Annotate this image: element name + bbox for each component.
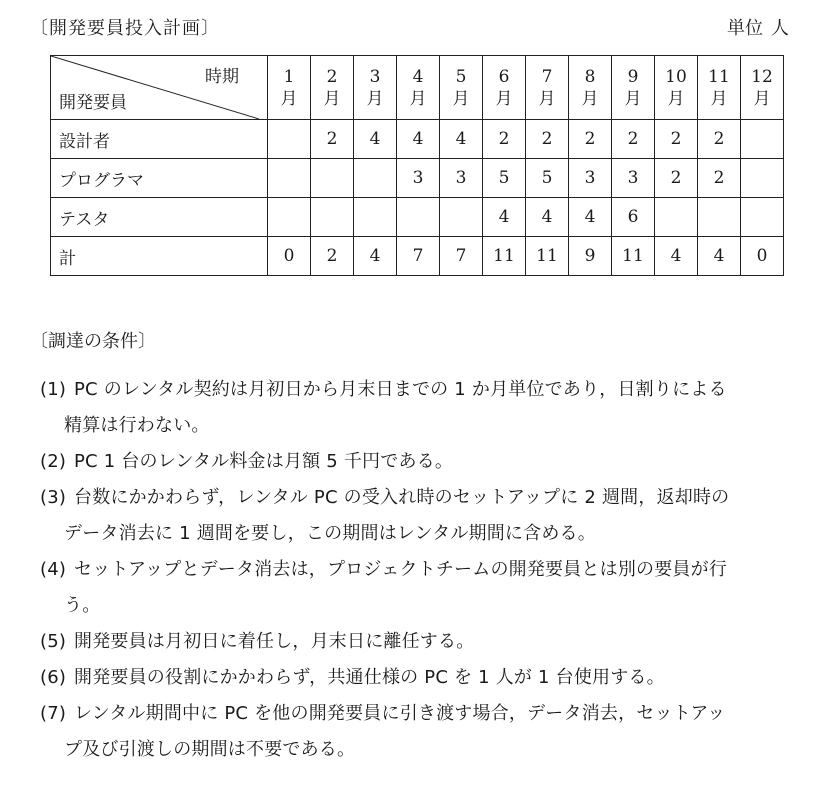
condition-item (40, 480, 810, 552)
condition-number: (1) (40, 379, 67, 400)
table-cell: 3 (440, 159, 483, 198)
condition-line: う。 (64, 595, 101, 616)
condition-item (40, 624, 810, 660)
table-cell: 9 (569, 237, 612, 276)
condition-line: プ及び引渡しの期間は不要である。 (64, 739, 356, 760)
row-label: 計 (51, 237, 268, 276)
month-num: 6 (498, 66, 510, 87)
month-unit: 月 (710, 88, 728, 109)
table-cell: 4 (655, 237, 698, 276)
condition-number: (3) (40, 487, 67, 508)
table-cell: 4 (440, 120, 483, 159)
table-cell: 4 (526, 198, 569, 237)
condition-text (40, 480, 810, 552)
condition-text (40, 696, 810, 768)
month-unit: 月 (624, 88, 642, 109)
condition-text (40, 444, 810, 480)
row-label: テスタ (51, 198, 268, 237)
table-cell (268, 198, 311, 237)
table-cell: 2 (655, 120, 698, 159)
condition-line: レンタル期間中に PC を他の開発要員に引き渡す場合，データ消去，セットアッ (74, 703, 726, 724)
condition-item (40, 444, 810, 480)
month-header (440, 56, 483, 120)
unit-label (727, 14, 789, 40)
table-cell: 0 (268, 237, 311, 276)
month-num: 11 (708, 66, 730, 87)
corner-period-label: 時期 (205, 67, 239, 87)
table-cell (655, 198, 698, 237)
condition-line: 精算は行わない。 (64, 415, 210, 436)
table-cell: 5 (483, 159, 526, 198)
table-cell: 11 (612, 237, 655, 276)
month-num: 5 (455, 66, 467, 87)
conditions-heading: 〔調達の条件〕 (30, 331, 156, 352)
table-row-total (51, 237, 784, 276)
month-unit: 月 (409, 88, 427, 109)
condition-line: セットアップとデータ消去は，プロジェクトチームの開発要員とは別の要員が行 (74, 559, 728, 580)
table-cell: 2 (311, 120, 354, 159)
month-num: 3 (369, 66, 381, 87)
month-header (483, 56, 526, 120)
condition-line: 開発要員の役割にかかわらず，共通仕様の PC を 1 人が 1 台使用する。 (74, 667, 665, 688)
month-unit: 月 (452, 88, 470, 109)
table-cell (698, 198, 741, 237)
month-unit: 月 (280, 88, 298, 109)
table-cell: 4 (569, 198, 612, 237)
table-cell (397, 198, 440, 237)
table-cell: 4 (354, 237, 397, 276)
unit-label-value: 人 (771, 18, 789, 39)
table-cell: 2 (698, 120, 741, 159)
table-cell: 2 (483, 120, 526, 159)
month-header (526, 56, 569, 120)
table-cell: 6 (612, 198, 655, 237)
table-cell: 4 (698, 237, 741, 276)
month-num: 7 (541, 66, 553, 87)
table-cell: 2 (569, 120, 612, 159)
month-num: 10 (665, 66, 687, 87)
table-header-row (51, 56, 784, 120)
table-cell: 3 (612, 159, 655, 198)
month-unit: 月 (495, 88, 513, 109)
month-header (655, 56, 698, 120)
condition-number: (7) (40, 703, 67, 724)
table-cell: 2 (698, 159, 741, 198)
condition-line: 開発要員は月初日に着任し，月末日に離任する。 (74, 631, 475, 652)
table-cell: 4 (397, 120, 440, 159)
month-num: 4 (412, 66, 424, 87)
condition-line: PC のレンタル契約は月初日から月末日までの 1 か月単位であり，日割りによる (74, 379, 727, 400)
table-cell: 2 (311, 237, 354, 276)
condition-item (40, 696, 810, 768)
condition-text (40, 552, 810, 624)
table-cell (268, 120, 311, 159)
corner-cell (51, 56, 268, 120)
month-unit: 月 (538, 88, 556, 109)
condition-line: データ消去に 1 週間を要し，この期間はレンタル期間に含める。 (64, 523, 596, 544)
month-header (354, 56, 397, 120)
condition-line: PC 1 台のレンタル料金は月額 5 千円である。 (74, 451, 454, 472)
condition-number: (5) (40, 631, 67, 652)
condition-text (40, 372, 810, 444)
table-cell: 7 (440, 237, 483, 276)
month-header (698, 56, 741, 120)
month-header (741, 56, 784, 120)
table-cell: 7 (397, 237, 440, 276)
table-cell: 2 (655, 159, 698, 198)
table-cell: 3 (569, 159, 612, 198)
condition-text (40, 624, 810, 660)
month-unit: 月 (753, 88, 771, 109)
month-num: 12 (751, 66, 773, 87)
table-cell (741, 120, 784, 159)
month-num: 9 (627, 66, 639, 87)
table-row (51, 198, 784, 237)
table-cell (440, 198, 483, 237)
month-header (569, 56, 612, 120)
table-row (51, 159, 784, 198)
table-cell: 2 (526, 120, 569, 159)
plan-heading: 〔開発要員投入計画〕 (30, 18, 220, 39)
condition-number: (2) (40, 451, 67, 472)
table-cell: 4 (354, 120, 397, 159)
table-cell: 2 (612, 120, 655, 159)
month-header (612, 56, 655, 120)
unit-label-text: 単位 (727, 18, 763, 39)
month-unit: 月 (667, 88, 685, 109)
month-unit: 月 (581, 88, 599, 109)
table-cell (354, 159, 397, 198)
month-unit: 月 (366, 88, 384, 109)
condition-text (40, 660, 810, 696)
month-num: 8 (584, 66, 596, 87)
table-cell (741, 159, 784, 198)
table-cell (354, 198, 397, 237)
table-cell (311, 159, 354, 198)
condition-line: 台数にかかわらず，レンタル PC の受入れ時のセットアップに 2 週間，返却時の (74, 487, 730, 508)
month-num: 2 (326, 66, 338, 87)
conditions-list (40, 372, 810, 768)
month-unit: 月 (323, 88, 341, 109)
table-cell (741, 198, 784, 237)
table-cell: 0 (741, 237, 784, 276)
table-cell: 11 (526, 237, 569, 276)
month-header (311, 56, 354, 120)
condition-item (40, 552, 810, 624)
month-num: 1 (283, 66, 295, 87)
month-header (268, 56, 311, 120)
table-cell: 11 (483, 237, 526, 276)
table-cell (311, 198, 354, 237)
table-cell: 5 (526, 159, 569, 198)
condition-number: (4) (40, 559, 67, 580)
condition-item (40, 372, 810, 444)
row-label: プログラマ (51, 159, 268, 198)
table-row (51, 120, 784, 159)
month-header (397, 56, 440, 120)
table-cell (268, 159, 311, 198)
table-cell: 4 (483, 198, 526, 237)
condition-number: (6) (40, 667, 67, 688)
corner-staff-label: 開発要員 (59, 93, 127, 113)
staffing-table (50, 55, 784, 276)
row-label: 設計者 (51, 120, 268, 159)
table-cell: 3 (397, 159, 440, 198)
condition-item (40, 660, 810, 696)
